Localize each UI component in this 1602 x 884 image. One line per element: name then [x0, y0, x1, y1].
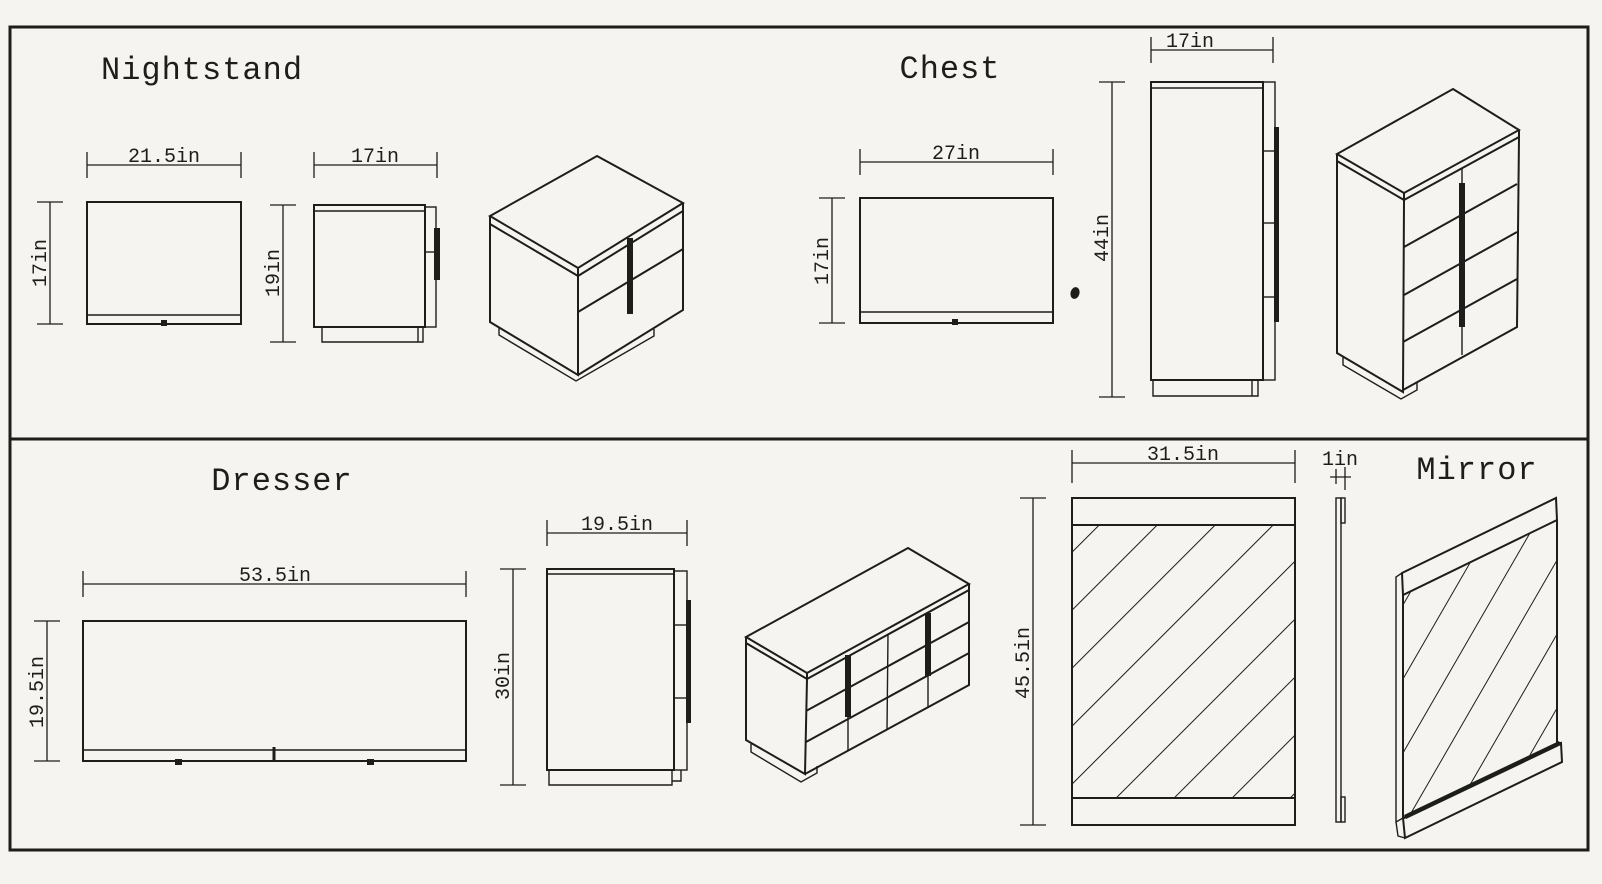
drawer-handle [1459, 183, 1465, 327]
dimension-label: 19.5in [27, 655, 50, 729]
dimension-label: 53.5in [238, 565, 312, 588]
drawer-handle [627, 238, 633, 314]
dimension-label: 45.5in [1013, 626, 1036, 700]
dimension-label: 31.5in [1146, 444, 1220, 467]
mirror-glass-hatch [1073, 526, 1294, 797]
dimension-label: 19in [263, 248, 286, 298]
foot-mark [161, 320, 167, 326]
drawer-handle [845, 655, 851, 717]
section-title: Nightstand [100, 52, 304, 89]
dimension-label: 17in [812, 236, 835, 286]
dimension-label: 17in [1165, 31, 1215, 54]
drawer-handle [925, 613, 931, 676]
dimension-label: 19.5in [580, 514, 654, 537]
drawer-handle [686, 600, 691, 723]
dimension-label: 44in [1092, 213, 1115, 263]
section-title: Dresser [211, 463, 353, 500]
dimension-label: 21.5in [127, 146, 201, 169]
dimension-label: 30in [493, 651, 516, 701]
column-divider [887, 634, 888, 730]
foot-mark [367, 759, 374, 765]
section-title: Mirror [1416, 452, 1538, 489]
dimension-label: 17in [350, 146, 400, 169]
section-title: Chest [899, 51, 1001, 88]
dimension-label: 17in [30, 238, 53, 288]
foot-mark [952, 319, 958, 325]
drawer-handle [434, 228, 440, 280]
drawer-handle [1274, 127, 1279, 322]
dimension-label: 27in [931, 143, 981, 166]
foot-mark [175, 759, 182, 765]
dimension-label: 1in [1321, 449, 1359, 472]
